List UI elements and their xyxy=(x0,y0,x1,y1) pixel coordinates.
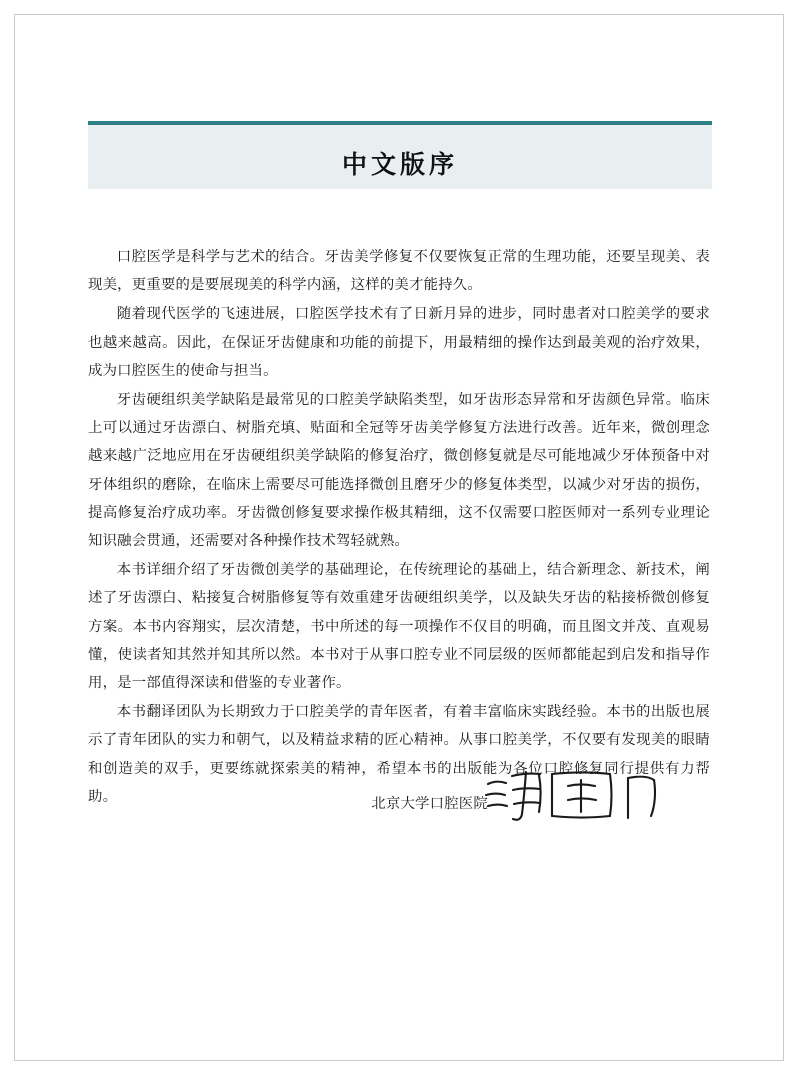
signature-block xyxy=(88,780,710,840)
page-title: 中文版序 xyxy=(341,152,458,179)
paragraph: 本书详细介绍了牙齿微创美学的基础理论，在传统理论的基础上，结合新理念、新技术，阐述了牙齿漂白、粘接复合树脂修复等有效重建牙齿硬组织美学，以及缺失牙齿的粘接桥微创修复方案。本书内容翔实，层次清楚，书中所述的每一项操作不仅目的明确，而且图文并茂、直观易懂，使读者知其然并知其所以然。本书对于从事口腔专业不同层级的医师都能起到启发和指导作用，是一部值得深读和借鉴的专业著作。 xyxy=(88,562,710,692)
paragraph: 随着现代医学的飞速进展，口腔医学技术有了日新月异的进步，同时患者对口腔美学的要求也越来越高。因此，在保证牙齿健康和功能的前提下，用最精细的操作达到最美观的治疗效果，成为口腔医生的使命与担当。 xyxy=(88,306,710,379)
body-text-block xyxy=(88,243,710,812)
paragraph: 牙齿硬组织美学缺陷是最常见的口腔美学缺陷类型，如牙齿形态异常和牙齿颜色异常。临床上可以通过牙齿漂白、树脂充填、贴面和全冠等牙齿美学修复方法进行改善。近年来，微创理念越来越广泛地应用在牙齿硬组织美学缺陷的修复治疗，微创修复就是尽可能地减少牙体预备中对牙体组织的磨除，在临床上需要尽可能选择微创且磨牙少的修复体类型，以减少对牙齿的损伤，提高修复治疗成功率。牙齿微创修复要求操作极其精细，这不仅需要口腔医师对一系列专业理论知识融会贯通，还需要对各种操作技术驾轻就熟。 xyxy=(88,392,710,550)
handwritten-signature-icon xyxy=(482,764,662,826)
chapter-title-banner xyxy=(88,121,712,189)
paragraph: 口腔医学是科学与艺术的结合。牙齿美学修复不仅要恢复正常的生理功能，还要呈现美、表现美，更重要的是要展现美的科学内涵，这样的美才能持久。 xyxy=(88,249,710,294)
paragraph: 本书翻译团队为长期致力于口腔美学的青年医者，有着丰富临床实践经验。本书的出版也展示了青年团队的实力和朝气，以及精益求精的匠心精神。从事口腔美学，不仅要有发现美的眼睛和创造美的双手，更要练就探索美的精神，希望本书的出版能为各位口腔修复同行提供有力帮助。 xyxy=(88,704,710,805)
signature-affiliation: 北京大学口腔医院 xyxy=(371,796,488,812)
